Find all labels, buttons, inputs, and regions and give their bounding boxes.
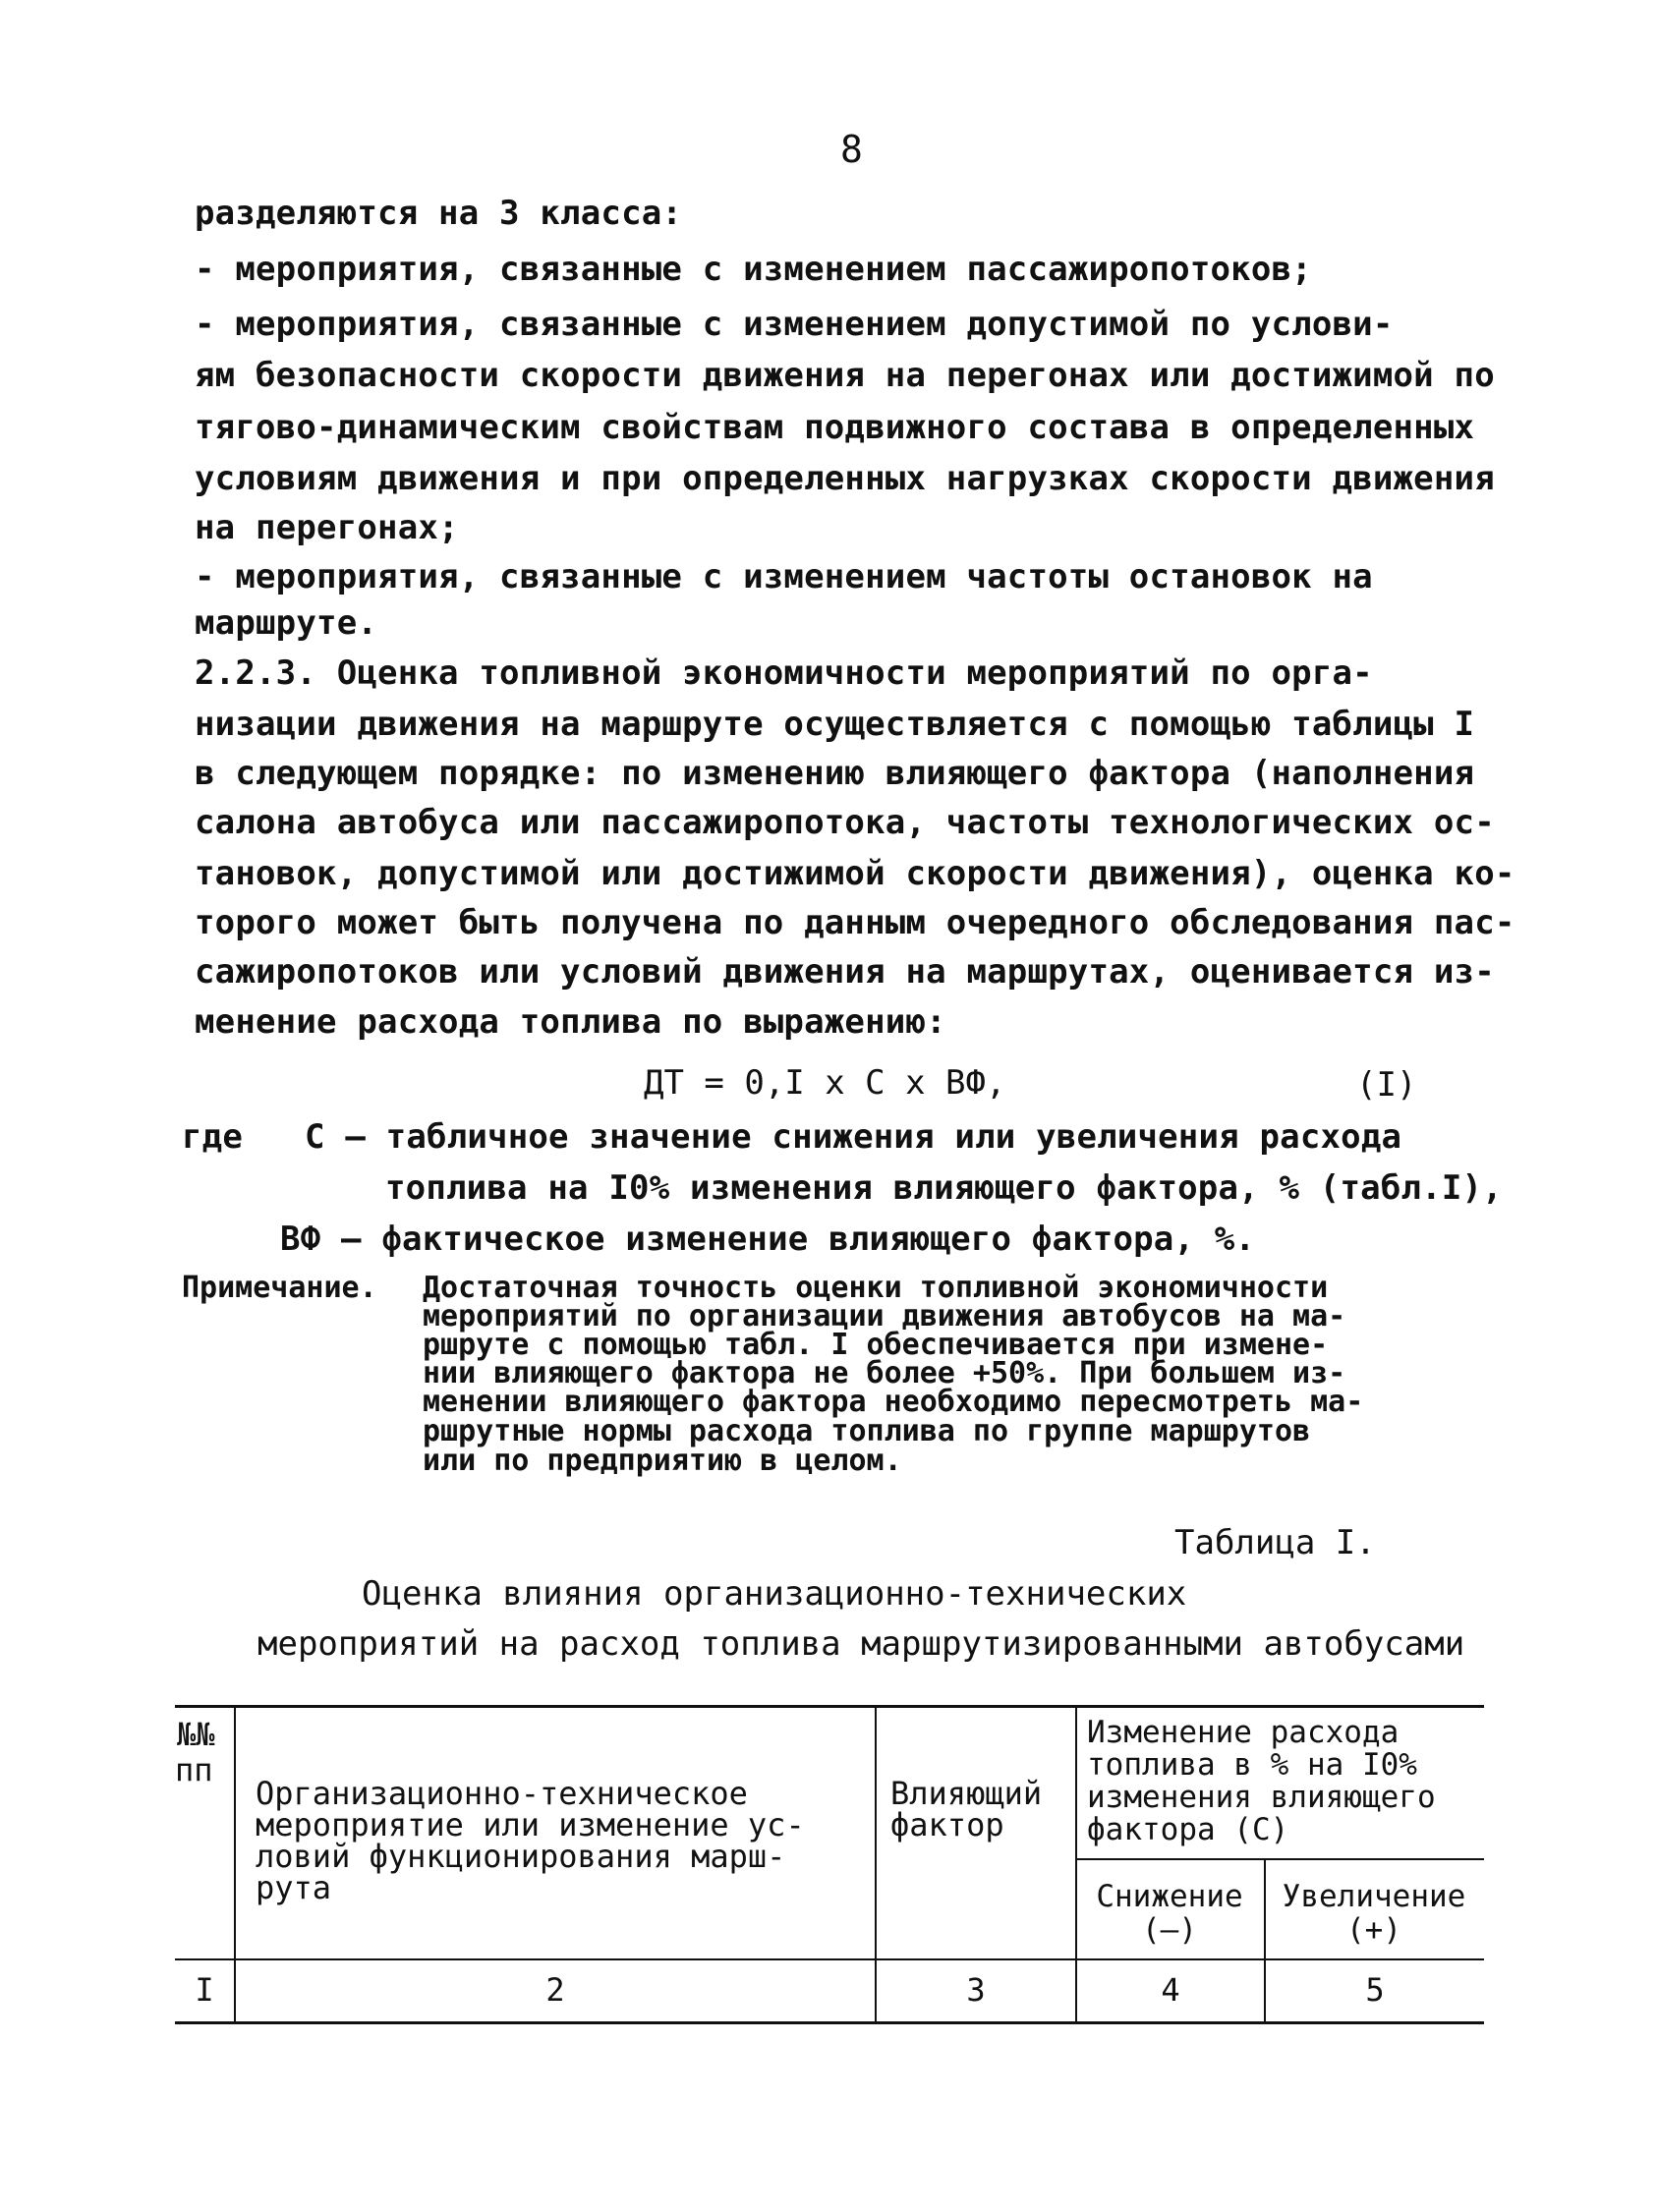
- paragraph-line: разделяются на 3 класса:: [195, 194, 683, 233]
- column-number: I: [195, 1971, 214, 2009]
- paragraph-line: маршруте.: [195, 603, 378, 643]
- table-bottom-rule: [175, 2021, 1484, 2024]
- table-label: Таблица I.: [1174, 1523, 1376, 1562]
- where-label: где: [182, 1117, 244, 1157]
- note-line: или по предприятию в целом.: [423, 1444, 902, 1478]
- c-definition-continuation: топлива на I0% изменения влияющего фактора, % (табл.I),: [385, 1168, 1503, 1208]
- formula-number: (I): [1356, 1065, 1417, 1105]
- paragraph-line: салона автобуса или пассажиропотока, частоты технологических ос-: [195, 803, 1495, 842]
- increase-column-header: Увеличение: [1282, 1879, 1466, 1914]
- paragraph-line: тановок, допустимой или достижимой скорости движения), оценка ко-: [195, 854, 1515, 893]
- fuel-change-column-header: Изменение расхода: [1087, 1715, 1400, 1750]
- paragraph-line: - мероприятия, связанные с изменением допустимой по услови-: [195, 305, 1394, 344]
- paragraph-line: сажиропотоков или условий движения на маршрутах, оценивается из-: [195, 952, 1495, 992]
- fuel-consumption-formula: ДТ = 0,I x С x ВФ,: [644, 1063, 1006, 1103]
- paragraph-line: низации движения на маршруте осуществляется с помощью таблицы I: [195, 705, 1475, 744]
- table-header-bottom-rule: [175, 1958, 1484, 1960]
- fuel-change-column-header: изменения влияющего: [1087, 1780, 1436, 1815]
- note-line: ршруте с помощью табл. I обеспечивается при измене-: [423, 1328, 1329, 1362]
- note-line: ршрутные нормы расхода топлива по группе маршрутов: [423, 1414, 1311, 1448]
- paragraph-line: - мероприятия, связанные с изменением частоты остановок на: [195, 557, 1373, 596]
- fuel-consumption-table: [175, 1705, 1484, 2024]
- column-number: 3: [966, 1971, 986, 2009]
- table-title-line: мероприятий на расход топлива маршрутизированными автобусами: [257, 1624, 1465, 1664]
- vf-definition-line: ВФ – фактическое изменение влияющего фактора, %.: [280, 1219, 1256, 1259]
- note-line: мероприятий по организации движения автобусов на ма-: [423, 1299, 1346, 1333]
- number-column-header: пп: [175, 1751, 213, 1788]
- measure-column-header: рута: [256, 1869, 332, 1906]
- paragraph-line: 2.2.3. Оценка топливной экономичности мероприятий по орга-: [195, 653, 1373, 693]
- note-line: Достаточная точность оценки топливной экономичности: [423, 1271, 1329, 1305]
- measure-column-header: Организационно-техническое: [256, 1775, 748, 1812]
- paragraph-line: на перегонах;: [195, 508, 459, 547]
- paragraph-line: ям безопасности скорости движения на перегонах или достижимой по: [195, 356, 1495, 395]
- measure-column-header: мероприятие или изменение ус-: [256, 1806, 805, 1843]
- fuel-change-subheader-rule: [1075, 1858, 1484, 1860]
- note-line: нии влияющего фактора не более +50%. При большем из-: [423, 1356, 1346, 1390]
- decrease-column-header: Снижение: [1096, 1879, 1243, 1914]
- paragraph-line: торого может быть получена по данным очередного обследования пас-: [195, 903, 1515, 942]
- page-number: 8: [840, 128, 863, 171]
- fuel-change-column-header: топлива в % на I0%: [1087, 1747, 1417, 1783]
- column-number: 5: [1365, 1971, 1385, 2009]
- factor-column-header: Влияющий: [890, 1775, 1043, 1812]
- paragraph-line: в следующем порядке: по изменению влияющего фактора (наполнения: [195, 754, 1475, 793]
- c-definition-line: С – табличное значение снижения или увеличения расхода: [305, 1117, 1402, 1157]
- decrease-sign: (–): [1142, 1912, 1197, 1948]
- table-top-rule: [175, 1705, 1484, 1708]
- table-title-line: Оценка влияния организационно-технических: [362, 1574, 1187, 1614]
- note-label: Примечание.: [182, 1271, 377, 1305]
- measure-column-header: ловий функционирования марш-: [256, 1838, 786, 1875]
- note-line: менении влияющего фактора необходимо пересмотреть ма-: [423, 1385, 1364, 1419]
- increase-sign: (+): [1346, 1912, 1401, 1948]
- factor-column-header: фактор: [890, 1806, 1004, 1843]
- paragraph-line: - мероприятия, связанные с изменением пассажиропотоков;: [195, 250, 1312, 289]
- number-column-header: №№: [177, 1716, 215, 1753]
- paragraph-line: тягово-динамическим свойствам подвижного состава в определенных: [195, 408, 1475, 447]
- paragraph-line: менение расхода топлива по выражению:: [195, 1002, 946, 1042]
- column-number: 2: [545, 1971, 565, 2009]
- paragraph-line: условиям движения и при определенных нагрузках скорости движения: [195, 459, 1495, 498]
- fuel-change-column-header: фактора (С): [1087, 1812, 1289, 1847]
- column-number: 4: [1161, 1971, 1180, 2009]
